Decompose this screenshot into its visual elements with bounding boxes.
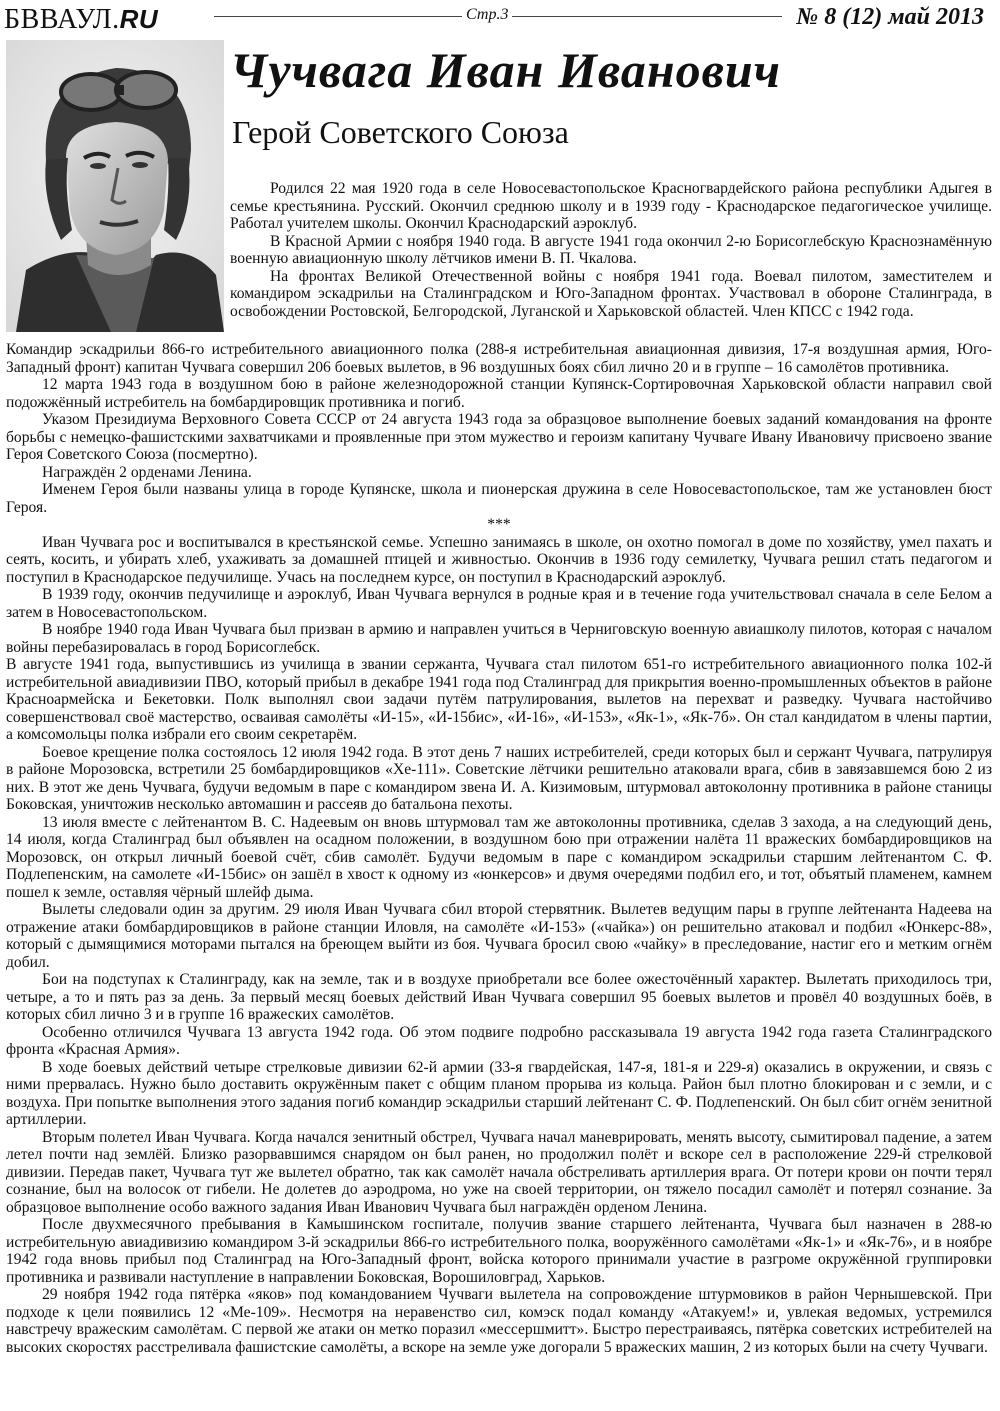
paragraph: Награждён 2 орденами Ленина.: [42, 463, 252, 481]
logo-text: БВВАУЛ.: [4, 4, 120, 35]
paragraph: 12 марта 1943 года в воздушном бою в районе железнодорожной станции Купянск-Сортировочная Харьковской области направил свой подожжённый истребитель на бомбардировщик противника и погиб.: [6, 376, 992, 411]
paragraph: В Красной Армии с ноября 1940 года. В августе 1941 года окончил 2-ю Борисоглебскую Краснознамённую военную авиационную школу лётчиков имени В. П. Чкалова.: [230, 232, 992, 267]
logo-suffix: RU: [119, 4, 159, 34]
article-title: Чучвага Иван Иванович: [230, 42, 781, 98]
section-separator: ***: [487, 516, 511, 533]
paragraph: Бои на подступах к Сталинграду, как на земле, так и в воздухе приобретали все более ожесточённый характер. Вылетать приходилось три, четыре, а то и пять раз за день. За первый месяц боевых действий Иван Чучвага совершил 95 боевых вылетов и провёл 40 воздушных боёв, в которых сбил лично 3 и в группе 16 вражеских самолётов.: [6, 971, 992, 1023]
pilot-portrait-photo: [6, 40, 224, 332]
paragraph: 29 ноября 1942 года пятёрка «яков» под командованием Чучваги вылетела на сопровождение штурмовиков в район Чернышевской. При подходе к цели появились 12 «Ме-109». Несмотря на неравенство сил, комэск подал команду «Атакуем!» и, увлекая ведомых, устремился навстречу вражеским самолётам. С первой же атаки он метко поразил «мессершмитт». Быстро перестраиваясь, пятёрка советских истребителей на высоких скоростях расстреливала фашистские самолёты, а вскоре на земле уже догорали 5 вражеских машин, 2 из которых были на счету Чучваги.: [6, 1286, 992, 1356]
paragraph: Боевое крещение полка состоялось 12 июля 1942 года. В этот день 7 наших истребителей, среди которых был и сержант Чучвага, патрулируя в районе Морозовска, встретили 25 бомбардировщиков «Хе-111». Советские лётчики решительно атаковали врага, сбив в завязавшемся бою 2 из них. В этот же день Чучвага, будучи ведомым в паре с командиром звена И. А. Кизимовым, штурмовал автоколонну противника в районе станицы Боковская, уничтожив несколько автомашин и рассеяв до батальона пехоты.: [6, 743, 992, 813]
article-subtitle: Герой Советского Союза: [232, 114, 569, 150]
paragraph: Указом Президиума Верховного Совета СССР от 24 августа 1943 года за образцовое выполнение боевых заданий командования на фронте борьбы с немецко-фашистскими захватчиками и проявленные при этом мужество и героизм капитану Чучваге Ивану Ивановичу присвоено звание Героя Советского Союза (посмертно).: [6, 411, 992, 463]
paragraph: Особенно отличился Чучвага 13 августа 1942 года. Об этом подвиге подробно рассказывала 19 августа 1942 года газета Сталинградского фронта «Красная Армия».: [6, 1023, 992, 1058]
paragraph: Вылеты следовали один за другим. 29 июля Иван Чучвага сбил второй стервятник. Вылетев ведущим пары в группе лейтенанта Надеева на отражение атаки бомбардировщиков в районе станции Иловля, на самолёте «И-153» («чайка») он решительно атаковал и подбил «Юнкерс-88», который с дымящимися моторами пытался на бреющем выйти из боя. Чучвага бросил свою «чайку» в преследование, настиг его и метким огнём добил.: [6, 901, 992, 971]
paragraph: В 1939 году, окончив педучилище и аэроклуб, Иван Чучвага вернулся в родные края и в течение года учительствовал сначала в селе Белом а затем в Новосевастопольском.: [6, 586, 992, 621]
paragraph: В августе 1941 года, выпустившись из училища в звании сержанта, Чучвага стал пилотом 651-го истребительного авиационного полка 102-й истребительной авиадивизии ПВО, который прибыл в декабре 1941 года под Сталинград для прикрытия военно-промышленных объектов в районе Красноармейска и Бекетовки. Полк выполнял свои задачи путём патрулирования, вылетов на перехват и разведку. Чучвага настойчиво совершенствовал своё мастерство, осваивая самолёты «И-15», «И-15бис», «И-16», «И-153», «Як-1», «Як-7б». Он стал кандидатом в члены партии, а комсомольцы полка избрали его своим секретарём.: [6, 656, 992, 743]
paragraph: Родился 22 мая 1920 года в селе Новосевастопольское Красногвардейского района республики Адыгея в семье крестьянина. Русский. Окончил среднюю школу и в 1939 году - Краснодарское педагогическое училище. Работал учителем школы. Окончил Краснодарский аэроклуб.: [230, 180, 992, 232]
paragraph: На фронтах Великой Отечественной войны с ноября 1941 года. Воевал пилотом, заместителем и командиром эскадрильи на Сталинградском и Юго-Западном фронтах. Участвовал в обороне Сталинграда, в освобождении Ростовской, Белгородской, Луганской и Харьковской областей. Член КПСС с 1942 года.: [230, 267, 992, 320]
paragraph: В ноябре 1940 года Иван Чучвага был призван в армию и направлен учиться в Черниговскую военную авиашколу пилотов, которая с началом войны перебазировалась в город Борисоглебск.: [6, 621, 992, 656]
site-logo[interactable]: [4, 4, 158, 35]
paragraph: 13 июля вместе с лейтенантом В. С. Надеевым он вновь штурмовал там же автоколонны противника, сделав 3 захода, а на следующий день, 14 июля, когда Сталинград был объявлен на осадном положении, в воздушном бою при отражении налёта 11 вражеских бомбардировщиков на Морозовск, он открыл личный боевой счёт, сбив самолёт. Будучи ведомым в паре с командиром эскадрильи старшим лейтенантом С. Ф. Подлепенским, на самолете «И-15бис» он зашёл в хвост к одному из «юнкерсов» и двумя очередями подбил его, и тот, объятый пламенем, камнем пошел к земле, оставляя чёрный шлейф дыма.: [6, 813, 992, 901]
page-number: Стр.3: [462, 6, 512, 24]
paragraph: Вторым полетел Иван Чучвага. Когда начался зенитный обстрел, Чучвага начал маневрировать, менять высоту, сымитировал падение, а затем летел почти над землёй. Близко разорвавшимся снарядом он был ранен, но продолжил полёт и вскоре сел в расположение 229-й стрелковой дивизии. Передав пакет, Чучвага тут же вылетел обратно, так как самолёт начала обстреливать артиллерия врага. От потери крови он почти терял сознание, был на волосок от гибели. Не долетев до аэродрома, но уже на своей территории, он тяжело посадил самолёт и потерял сознание. За образцовое выполнение особо важного задания Иван Иванович Чучвага был награждён орденом Ленина.: [6, 1128, 992, 1216]
paragraph: В ходе боевых действий четыре стрелковые дивизии 62-й армии (33-я гвардейская, 147-я, 181-я и 229-я) оказались в окружении, и связь с ними прервалась. Нужно было доставить окружённым пакет с общим планом прорыва из кольца. Район был плотно блокирован и с земли, и с воздуха. При попытке выполнения этого задания погиб командир эскадрильи старший лейтенант С. Ф. Подлепенский. Он был сбит огнём зенитной артиллерии.: [6, 1058, 992, 1128]
article-body: [6, 341, 992, 1356]
paragraph: После двухмесячного пребывания в Камышинском госпитале, получив звание старшего лейтенанта, Чучвага был назначен в 288-ю истребительную авиадивизию командиром 3-й эскадрильи 866-го истребительного полка, вооружённого самолётами «Як-1» и «Як-76», и в ноябре 1942 года вновь прибыл под Сталинград на Юго-Западный фронт, войска которого принимали участие в разгроме окружённой группировки противника и развивали наступление в направлении Боковская, Ворошиловград, Харьков.: [6, 1216, 992, 1286]
issue-info: № 8 (12) май 2013: [796, 4, 984, 30]
paragraph: Иван Чучвага рос и воспитывался в крестьянской семье. Успешно занимаясь в школе, он охотно помогал в доме по хозяйству, умел пахать и сеять, косить, и убирать хлеб, ухаживать за домашней птицей и живностью. Окончив в 1936 году семилетку, Чучвага решил стать педагогом и поступил в Краснодарское педучилище. Учась на последнем курсе, он поступил в Краснодарский аэроклуб.: [6, 533, 992, 586]
page-header: [0, 0, 1000, 34]
paragraph: Именем Героя были названы улица в городе Купянске, школа и пионерская дружина в селе Новосевастопольское, там же установлен бюст Героя.: [6, 481, 992, 516]
paragraph: Командир эскадрильи 866-го истребительного авиационного полка (288-я истребительная авиационная дивизия, 17-я воздушная армия, Юго-Западный фронт) капитан Чучвага совершил 206 боевых вылетов, в 96 воздушных боях сбил лично 20 и в группе – 16 самолётов противника.: [6, 341, 992, 376]
intro-text-block: [230, 180, 992, 320]
